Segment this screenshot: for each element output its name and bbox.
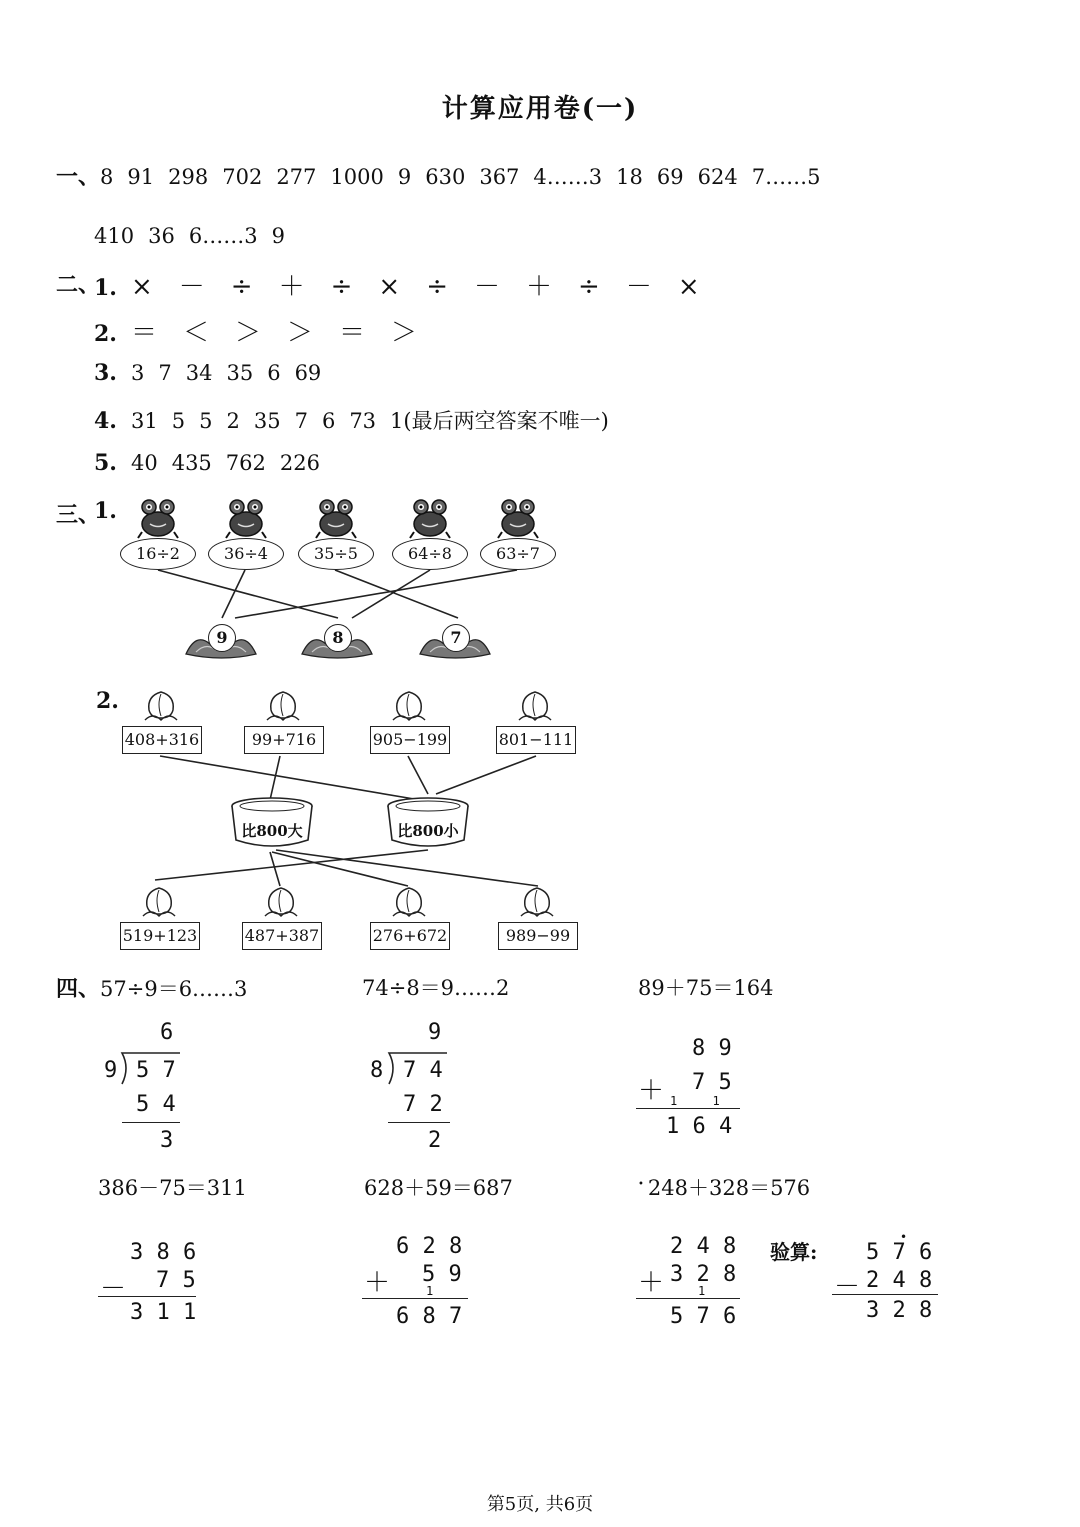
lotus-number: 7 bbox=[442, 624, 470, 652]
sub1-bottom: 7 5 bbox=[156, 1268, 196, 1293]
add1-rule bbox=[636, 1108, 740, 1109]
answer-item: × bbox=[378, 272, 401, 302]
line-905-to-small bbox=[408, 756, 428, 794]
peach-expression: 801−111 bbox=[496, 726, 576, 754]
answer-item: 31 bbox=[130, 409, 158, 433]
check-operator: － bbox=[834, 1272, 861, 1302]
answer-item: 367 bbox=[479, 165, 520, 189]
peach-icon bbox=[515, 688, 555, 724]
add2-rule bbox=[362, 1298, 468, 1299]
answer-item: ＞ bbox=[391, 318, 418, 348]
peach-expression: 276+672 bbox=[370, 922, 450, 950]
answer-item: 1(最后两空答案不唯一) bbox=[390, 409, 609, 433]
answer-item: － bbox=[178, 272, 205, 302]
section4-eq1-row bbox=[56, 972, 261, 1003]
div2-product: 7 2 bbox=[403, 1092, 443, 1117]
section1-label: 一、 bbox=[56, 164, 101, 190]
add3-result: 5 7 6 bbox=[670, 1304, 737, 1329]
add2-top: 6 2 8 bbox=[396, 1234, 463, 1259]
line-64div8-to-8 bbox=[352, 570, 430, 618]
answer-item: × bbox=[677, 272, 700, 302]
frog-expression: 64÷8 bbox=[392, 538, 468, 570]
peach-expression: 408+316 bbox=[122, 726, 202, 754]
answer-item: 18 bbox=[616, 165, 643, 189]
answer-item: 624 bbox=[697, 165, 738, 189]
equation-5: 628＋59＝687 bbox=[364, 1176, 513, 1200]
peach-expression: 487+387 bbox=[242, 922, 322, 950]
add1-bottom: 7 5 bbox=[692, 1070, 732, 1095]
answer-item: 435 bbox=[171, 451, 212, 475]
peach-icon bbox=[389, 688, 429, 724]
answer-item: 5 bbox=[171, 409, 186, 433]
add2-operator: ＋ bbox=[364, 1268, 391, 1298]
div1-divisor: 9 bbox=[104, 1058, 118, 1083]
check-rule bbox=[832, 1294, 938, 1295]
bowl-label: 比800大 bbox=[241, 822, 303, 840]
answer-item: ＞ bbox=[287, 318, 314, 348]
answer-item: ＜ bbox=[182, 318, 209, 348]
equation-6-row bbox=[638, 1172, 824, 1202]
line-801-to-small bbox=[436, 756, 536, 794]
q-number: 2. bbox=[94, 321, 117, 347]
answer-item: ＝ bbox=[339, 318, 366, 348]
div1-product: 5 4 bbox=[136, 1092, 176, 1117]
answer-item: 226 bbox=[279, 451, 320, 475]
answer-item: ÷ bbox=[330, 272, 353, 302]
peach-expression: 989−99 bbox=[498, 922, 578, 950]
peach-expression: 99+716 bbox=[244, 726, 324, 754]
answer-item: 7 bbox=[294, 409, 308, 433]
answer-item: 762 bbox=[225, 451, 266, 475]
frog-expression: 16÷2 bbox=[120, 538, 196, 570]
q-number: 4. bbox=[94, 408, 117, 434]
section2-label: 二、 bbox=[56, 272, 101, 298]
equation-6: 248＋328＝576 bbox=[647, 1176, 811, 1200]
section3-q2-number: 2. bbox=[96, 688, 119, 714]
answer-item: × bbox=[130, 272, 153, 302]
peach-icon bbox=[141, 688, 181, 724]
answer-item: 2 bbox=[226, 409, 240, 433]
answer-item: ÷ bbox=[578, 272, 600, 302]
sub1-top: 3 8 6 bbox=[130, 1240, 197, 1265]
line-35div5-to-7 bbox=[335, 570, 458, 618]
line-63div7-to-9 bbox=[235, 570, 517, 618]
answer-item: 91 bbox=[127, 165, 155, 189]
div1-dividend: 5 7 bbox=[136, 1058, 176, 1083]
equation-3: 89＋75＝164 bbox=[638, 976, 774, 1000]
peach-icon bbox=[139, 884, 179, 920]
add1-carry: 1 1 bbox=[670, 1094, 734, 1108]
answer-item: 1000 bbox=[330, 165, 384, 189]
q-number: 3. bbox=[94, 360, 117, 386]
peach-expression: 905−199 bbox=[370, 726, 450, 754]
frog-icon bbox=[314, 498, 358, 540]
answer-item: 6 bbox=[321, 409, 336, 433]
answer-item: ÷ bbox=[230, 272, 253, 302]
equation-4: 386－75＝311 bbox=[98, 1176, 247, 1200]
add1-top: 8 9 bbox=[692, 1036, 732, 1061]
div2-divisor: 8 bbox=[370, 1058, 384, 1083]
line-408-to-small bbox=[160, 756, 420, 800]
line-36div4-to-9 bbox=[222, 570, 245, 618]
lotus-number: 8 bbox=[324, 624, 352, 652]
answer-item: 6……3 bbox=[188, 224, 258, 248]
peach-icon bbox=[263, 688, 303, 724]
peach-expression: 519+123 bbox=[120, 922, 200, 950]
answer-item: ＋ bbox=[526, 272, 553, 302]
line-487-to-big bbox=[270, 852, 280, 886]
answer-item: 73 bbox=[349, 409, 377, 433]
answer-item: 35 bbox=[226, 361, 254, 385]
frog-icon bbox=[224, 498, 268, 540]
check-dot-icon: • bbox=[900, 1230, 908, 1244]
answer-item: 69 bbox=[656, 165, 684, 189]
answer-item: 36 bbox=[148, 224, 175, 248]
frog-icon bbox=[136, 498, 180, 540]
answer-item: 630 bbox=[425, 165, 466, 189]
answer-item: 34 bbox=[185, 361, 213, 385]
q-number: 1. bbox=[94, 275, 117, 301]
line-99-to-big bbox=[270, 756, 280, 800]
div2-rule bbox=[388, 1122, 450, 1123]
answer-item: 702 bbox=[222, 165, 263, 189]
add3-carry: 1 bbox=[698, 1284, 706, 1298]
peach-icon bbox=[261, 884, 301, 920]
answer-item: 277 bbox=[276, 165, 317, 189]
add3-rule bbox=[636, 1298, 740, 1299]
div1-remainder: 3 bbox=[160, 1128, 174, 1153]
answer-item: 9 bbox=[397, 165, 412, 189]
answer-item: 35 bbox=[253, 409, 281, 433]
answer-item: 8 bbox=[100, 165, 114, 189]
add1-operator: ＋ bbox=[638, 1076, 665, 1106]
answer-item: ＞ bbox=[235, 318, 262, 348]
section3-label: 三、 bbox=[56, 502, 101, 528]
div1-rule bbox=[122, 1122, 180, 1123]
frog-expression: 36÷4 bbox=[208, 538, 284, 570]
sub1-result: 3 1 1 bbox=[130, 1300, 197, 1325]
answer-item: 7……5 bbox=[751, 165, 821, 189]
div2-remainder: 2 bbox=[428, 1128, 442, 1153]
add2-bottom: 5 9 bbox=[422, 1262, 462, 1287]
add1-result: 1 6 4 bbox=[666, 1114, 733, 1139]
peach-icon bbox=[517, 884, 557, 920]
line-16div2-to-8 bbox=[158, 570, 338, 618]
answer-item: ＝ bbox=[130, 318, 157, 348]
frog-expression: 63÷7 bbox=[480, 538, 556, 570]
check-bottom: 2 4 8 bbox=[866, 1268, 933, 1293]
check-label: 验算: bbox=[770, 1240, 818, 1264]
answer-item: 4……3 bbox=[533, 165, 603, 189]
answer-item: － bbox=[625, 272, 652, 302]
line-989-to-big bbox=[276, 850, 538, 886]
lotus-number: 9 bbox=[208, 624, 236, 652]
bullet-icon: • bbox=[638, 1179, 644, 1190]
sub1-rule bbox=[98, 1296, 196, 1297]
div1-quotient: 6 bbox=[160, 1020, 174, 1045]
frog-icon bbox=[496, 498, 540, 540]
peach-icon bbox=[389, 884, 429, 920]
div2-quotient: 9 bbox=[428, 1020, 442, 1045]
answer-item: 298 bbox=[168, 165, 209, 189]
div2-dividend: 7 4 bbox=[403, 1058, 443, 1083]
equation-1: 57÷9＝6……3 bbox=[100, 977, 248, 1001]
add3-operator: ＋ bbox=[638, 1268, 665, 1298]
add2-carry: 1 bbox=[426, 1284, 434, 1298]
add3-top: 2 4 8 bbox=[670, 1234, 737, 1259]
section4-label: 四、 bbox=[56, 976, 101, 1002]
page-footer: 第5页, 共6页 bbox=[486, 1494, 594, 1515]
answer-item: 410 bbox=[94, 224, 135, 248]
q-number: 5. bbox=[94, 450, 117, 476]
answer-item: 69 bbox=[294, 361, 322, 385]
frog-icon bbox=[408, 498, 452, 540]
answer-item: 9 bbox=[271, 224, 285, 248]
frog-expression: 35÷5 bbox=[298, 538, 374, 570]
answer-item: ÷ bbox=[426, 272, 448, 302]
sub1-operator: － bbox=[100, 1274, 127, 1304]
bowl-label: 比800小 bbox=[397, 822, 459, 840]
section3-q1-number: 1. bbox=[94, 498, 117, 524]
answer-item: 7 bbox=[158, 361, 172, 385]
equation-2: 74÷8＝9……2 bbox=[362, 976, 510, 1000]
answer-item: 6 bbox=[267, 361, 281, 385]
check-result: 3 2 8 bbox=[866, 1298, 933, 1323]
answer-item: 3 bbox=[130, 361, 145, 385]
add2-result: 6 8 7 bbox=[396, 1304, 463, 1329]
add3-bottom: 3 2 8 bbox=[670, 1262, 737, 1287]
answer-item: － bbox=[473, 272, 500, 302]
check-top: 5 7 6 bbox=[866, 1240, 933, 1265]
line-276-to-big bbox=[272, 852, 408, 886]
answer-item: ＋ bbox=[278, 272, 305, 302]
page-title: 计算应用卷(一) bbox=[441, 94, 639, 124]
answer-item: 5 bbox=[199, 409, 213, 433]
answer-item: 40 bbox=[130, 451, 158, 475]
